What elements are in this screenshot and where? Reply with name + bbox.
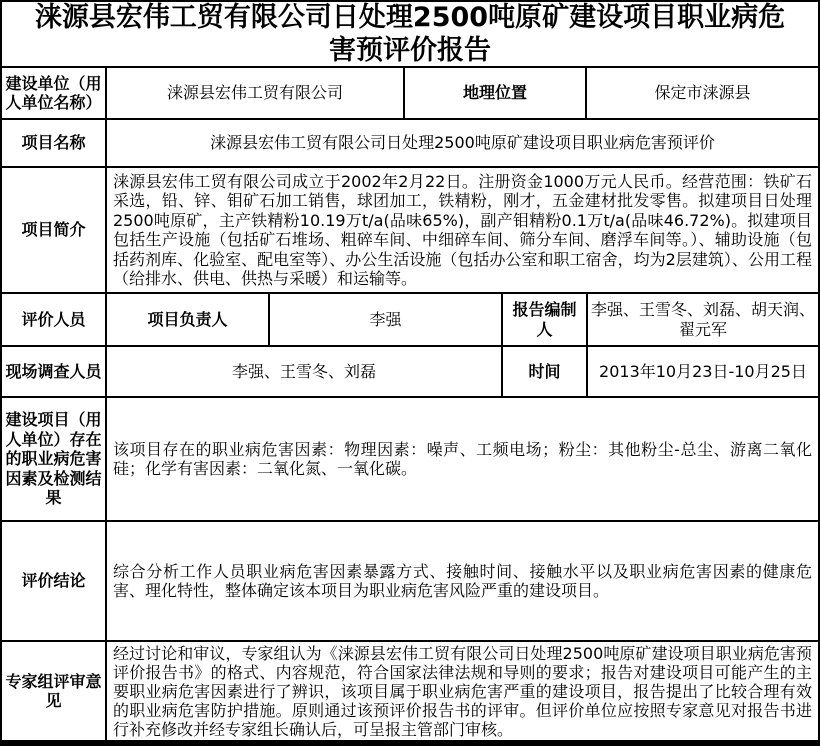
row-evaluators bbox=[2, 294, 818, 347]
title-row bbox=[2, 2, 818, 68]
row-hazards bbox=[2, 398, 818, 522]
row-survey bbox=[2, 347, 818, 398]
construction-unit-value: 涞源县宏伟工贸有限公司 bbox=[107, 68, 405, 118]
report-editors-label: 报告编制人 bbox=[503, 294, 588, 345]
row-project-name bbox=[2, 120, 818, 168]
expert-opinion-label: 专家组评审意见 bbox=[2, 642, 107, 740]
project-intro-value bbox=[107, 168, 818, 292]
evaluators-label: 评价人员 bbox=[2, 294, 107, 345]
project-intro-text: 涞源县宏伟工贸有限公司成立于2002年2月22日。注册资金1000万元人民币。经营范围：铁矿石采选，铅、锌、钼矿石加工销售，球团加工，铁精粉，刚才，五金建材批发零售。拟建项目日处理2500吨原矿，主产铁精粉10.19万t/a(品味65%)，副产钼精粉0.1万t/a(品味46.72%)。拟建项目包括生产设施（包括矿石堆场、粗碎车间、中细碎车间、筛分车间、磨浮车间等。）、辅助设施（包括药剂库、化验室、配电室等）、办公生活设施（包括办公室和职工宿舍，均为2层建筑）、公用工程（给排水、供电、供热与采暖）和运输等。 bbox=[113, 171, 812, 288]
hazards-text: 该项目存在的职业病危害因素：物理因素：噪声、工频电场；粉尘：其他粉尘-总尘、游离二氧化硅；化学有害因素：二氧化氮、一氧化碳。 bbox=[113, 439, 812, 478]
expert-opinion-text: 经过讨论和审议，专家组认为《涞源县宏伟工贸有限公司日处理2500吨原矿建设项目职业病危害预评价报告书》的格式、内容规范，符合国家法律法规和导则的要求；报告对建设项目可能产生的主要职业病危害因素进行了辨识，该项目属于职业病危害严重的建设项目，报告提出了比较合理有效的职业病危害防护措施。原则通过该预评价报告书的评审。但评价单位应按照专家意见对报告书进行补充修改并经专家组长确认后，可呈报主管部门审核。 bbox=[113, 643, 812, 739]
survey-personnel-value: 李强、王雪冬、刘磊 bbox=[107, 347, 503, 396]
row-construction-unit bbox=[2, 68, 818, 120]
report-editors-value: 李强、王雪冬、刘磊、胡天润、翟元军 bbox=[591, 300, 816, 339]
geo-location-value: 保定市涞源县 bbox=[654, 83, 751, 103]
project-intro-label: 项目简介 bbox=[2, 168, 107, 292]
survey-personnel-label: 现场调查人员 bbox=[2, 347, 107, 396]
row-conclusion bbox=[2, 522, 818, 642]
project-name-label: 项目名称 bbox=[2, 120, 107, 166]
project-leader-value: 李强 bbox=[270, 294, 503, 345]
construction-unit-label: 建设单位（用人单位名称） bbox=[2, 68, 107, 118]
row-expert-opinion bbox=[2, 642, 818, 740]
conclusion-text: 综合分析工作人员职业病危害因素暴露方式、接触时间、接触水平以及职业病危害因素的健康危害、理化特性，整体确定该本项目为职业病危害风险严重的建设项目。 bbox=[113, 561, 812, 600]
time-value: 2013年10月23日-10月25日 bbox=[599, 361, 807, 381]
time-label: 时间 bbox=[503, 347, 588, 396]
project-name-value: 涞源县宏伟工贸有限公司日处理2500吨原矿建设项目职业病危害预评价 bbox=[210, 133, 715, 153]
expert-opinion-value bbox=[107, 642, 818, 740]
page-title: 涞源县宏伟工贸有限公司日处理2500吨原矿建设项目职业病危害预评价报告 bbox=[34, 2, 786, 66]
conclusion-label: 评价结论 bbox=[2, 522, 107, 640]
row-project-intro bbox=[2, 168, 818, 294]
conclusion-value bbox=[107, 522, 818, 640]
hazards-label: 建设项目（用人单位）存在的职业病危害因素及检测结果 bbox=[2, 398, 107, 520]
hazards-value bbox=[107, 398, 818, 520]
project-leader-label: 项目负责人 bbox=[107, 294, 270, 345]
geo-location-label: 地理位置 bbox=[405, 68, 587, 118]
